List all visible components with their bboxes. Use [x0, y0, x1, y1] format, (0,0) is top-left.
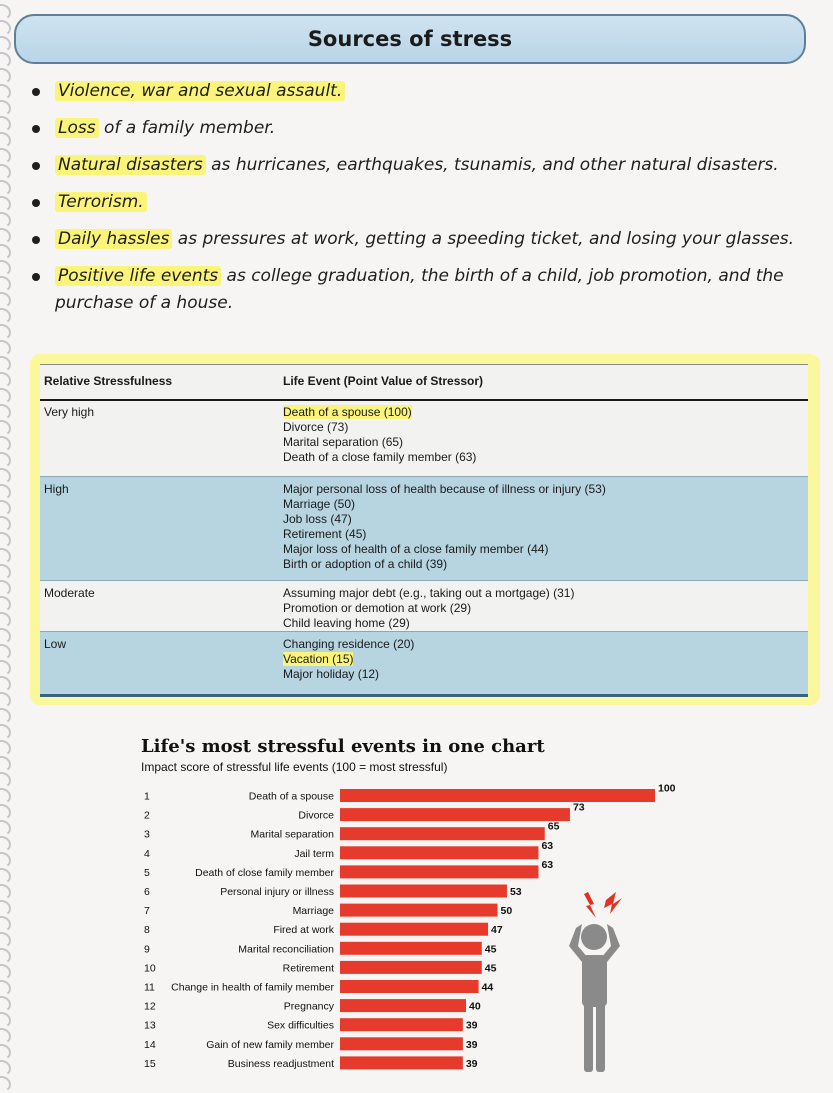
event: Changing residence (20)	[283, 637, 415, 651]
binding-ring	[0, 68, 11, 85]
list-item: Terrorism.	[28, 189, 818, 216]
binding-ring	[0, 372, 11, 389]
bar-category-label: Gain of new family member	[206, 1038, 334, 1051]
binding-ring	[0, 404, 11, 421]
bar-rank: 8	[144, 924, 150, 937]
binding-ring	[0, 116, 11, 133]
list-item: Positive life events as college graduation, the birth of a child, job promotion, and the purchase of a house.	[28, 263, 818, 317]
binding-ring	[0, 1076, 11, 1093]
list-item: Violence, war and sexual assault.	[28, 78, 818, 105]
bar-rank: 3	[144, 828, 150, 841]
event-list	[283, 637, 414, 682]
bar-value-label: 44	[481, 981, 494, 994]
event: Divorce (73)	[283, 420, 349, 434]
table-row	[40, 632, 808, 694]
event: Job loss (47)	[283, 512, 352, 526]
event: Major loss of health of a close family member (44)	[283, 542, 549, 556]
event-list	[283, 405, 476, 465]
bar-category-label: Fired at work	[273, 924, 334, 937]
bar-rank: 2	[144, 809, 150, 822]
bar-value-label: 45	[484, 943, 497, 956]
header-life-event: Life Event (Point Value of Stressor)	[283, 374, 484, 388]
person-body-icon	[582, 955, 607, 1007]
bar-value-label: 50	[500, 905, 513, 918]
binding-ring	[0, 996, 11, 1013]
bar-category-label: Marital reconciliation	[238, 943, 334, 956]
event: Marital separation (65)	[283, 435, 404, 449]
event: Death of a spouse (100)	[283, 405, 412, 419]
bar-value-label: 40	[469, 1000, 481, 1013]
event: Child leaving home (29)	[283, 616, 410, 630]
binding-ring	[0, 948, 11, 965]
chart-title: Life's most stressful events in one chart	[141, 736, 545, 757]
binding-ring	[0, 804, 11, 821]
binding-ring	[0, 900, 11, 917]
bar-category-label: Sex difficulties	[267, 1019, 334, 1032]
binding-ring	[0, 132, 11, 149]
binding-ring	[0, 916, 11, 933]
bar-rank: 15	[144, 1057, 156, 1070]
bar	[340, 1056, 463, 1069]
bar-rank: 12	[144, 1000, 156, 1013]
binding-ring	[0, 660, 11, 677]
binding-ring	[0, 20, 11, 37]
event: Birth or adoption of a child (39)	[283, 557, 448, 571]
bar-value-label: 39	[465, 1057, 478, 1070]
bar-rank: 1	[144, 790, 150, 803]
list-item: Daily hassles as pressures at work, getting a speeding ticket, and losing your glasses.	[28, 226, 818, 253]
bar-rank: 9	[144, 943, 150, 956]
person-left-leg-icon	[584, 1000, 593, 1072]
bar	[340, 865, 538, 878]
stressor-table-highlight	[30, 354, 820, 705]
table-row	[40, 581, 808, 632]
bar	[340, 1018, 463, 1031]
bar-category-label: Pregnancy	[283, 1000, 334, 1013]
binding-ring	[0, 852, 11, 869]
binding-ring	[0, 196, 11, 213]
stress-level: Moderate	[44, 586, 95, 600]
bar-category-label: Death of a spouse	[248, 790, 334, 803]
binding-ring	[0, 772, 11, 789]
notebook-binding	[0, 0, 14, 1090]
binding-ring	[0, 532, 11, 549]
binding-ring	[0, 836, 11, 853]
bar	[340, 789, 655, 802]
event: Assuming major debt (e.g., taking out a mortgage) (31)	[283, 586, 575, 600]
event-list	[283, 586, 574, 631]
bar-value-label: 100	[658, 782, 676, 795]
binding-ring	[0, 420, 11, 437]
bar-value-label: 65	[547, 820, 560, 833]
bar-value-label: 47	[491, 924, 503, 937]
binding-ring	[0, 516, 11, 533]
binding-ring	[0, 388, 11, 405]
event: Death of a close family member (63)	[283, 450, 477, 464]
binding-ring	[0, 932, 11, 949]
bar-rank: 13	[144, 1019, 156, 1032]
binding-ring	[0, 644, 11, 661]
person-right-leg-icon	[596, 1000, 605, 1072]
list-item: Natural disasters as hurricanes, earthquakes, tsunamis, and other natural disasters.	[28, 152, 818, 179]
bar-value-label: 45	[484, 962, 497, 975]
table-row	[40, 400, 808, 477]
binding-ring	[0, 292, 11, 309]
binding-ring	[0, 468, 11, 485]
stressor-table	[40, 364, 808, 694]
binding-ring	[0, 756, 11, 773]
bar-category-label: Personal injury or illness	[220, 886, 334, 898]
bar	[340, 904, 498, 917]
binding-ring	[0, 1028, 11, 1045]
bar-category-label: Business readjustment	[227, 1057, 334, 1070]
binding-ring	[0, 964, 11, 981]
binding-ring	[0, 564, 11, 581]
event: Major personal loss of health because of illness or injury (53)	[283, 482, 606, 496]
bar-value-label: 39	[465, 1019, 478, 1032]
binding-ring	[0, 228, 11, 245]
bar-category-label: Divorce	[298, 809, 334, 822]
binding-ring	[0, 436, 11, 453]
binding-ring	[0, 740, 11, 757]
bar	[340, 827, 545, 840]
bar-rank: 7	[144, 905, 150, 918]
list-item: Loss of a family member.	[28, 115, 818, 142]
stress-bolt-icon	[604, 892, 622, 914]
bar-value-label: 63	[541, 858, 554, 871]
binding-ring	[0, 244, 11, 261]
bar-rank: 5	[144, 866, 150, 879]
bar-rank: 14	[144, 1038, 156, 1051]
binding-ring	[0, 356, 11, 373]
binding-ring	[0, 4, 11, 21]
table-bottom-rule	[40, 694, 808, 697]
title-banner	[14, 14, 806, 64]
bar-category-label: Death of close family member	[195, 866, 334, 879]
binding-ring	[0, 52, 11, 69]
binding-ring	[0, 260, 11, 277]
table-header	[40, 364, 808, 401]
binding-ring	[0, 36, 11, 53]
binding-ring	[0, 84, 11, 101]
bar-rank: 6	[144, 886, 150, 898]
stress-chart	[136, 732, 696, 1082]
binding-ring	[0, 484, 11, 501]
bar-category-label: Jail term	[294, 847, 334, 860]
bar-category-label: Retirement	[282, 962, 334, 975]
binding-ring	[0, 276, 11, 293]
stress-sources-list	[28, 78, 818, 327]
binding-ring	[0, 724, 11, 741]
binding-ring	[0, 820, 11, 837]
bar	[340, 846, 538, 859]
binding-ring	[0, 628, 11, 645]
binding-ring	[0, 788, 11, 805]
binding-ring	[0, 884, 11, 901]
bar	[340, 961, 482, 974]
bar-category-label: Marriage	[292, 905, 334, 918]
binding-ring	[0, 676, 11, 693]
binding-ring	[0, 100, 11, 117]
bar-rank: 11	[144, 981, 155, 994]
bar-category-label: Marital separation	[250, 828, 334, 841]
binding-ring	[0, 164, 11, 181]
bar-value-label: 39	[465, 1038, 478, 1051]
binding-ring	[0, 548, 11, 565]
bar	[340, 999, 466, 1012]
bar-category-label: Change in health of family member	[171, 981, 334, 994]
binding-ring	[0, 324, 11, 341]
binding-ring	[0, 340, 11, 357]
event: Vacation (15)	[283, 652, 354, 666]
bar-rank: 4	[144, 847, 150, 860]
binding-ring	[0, 980, 11, 997]
chart-subtitle: Impact score of stressful life events (100 = most stressful)	[141, 760, 448, 774]
stress-level: Low	[44, 637, 67, 651]
binding-ring	[0, 1044, 11, 1061]
binding-ring	[0, 308, 11, 325]
event: Retirement (45)	[283, 527, 367, 541]
event-list	[283, 482, 606, 572]
binding-ring	[0, 452, 11, 469]
binding-ring	[0, 212, 11, 229]
bar-rank: 10	[144, 962, 156, 975]
chart-canvas	[136, 732, 696, 1082]
header-relative-stressfulness: Relative Stressfulness	[44, 374, 173, 388]
bar	[340, 980, 479, 993]
bar-value-label: 73	[572, 801, 585, 814]
person-head-icon	[581, 924, 607, 950]
event: Major holiday (12)	[283, 667, 380, 681]
bar	[340, 808, 570, 821]
bar-value-label: 53	[509, 886, 522, 898]
bar	[340, 1037, 463, 1050]
page-title: Sources of stress	[307, 27, 513, 51]
binding-ring	[0, 1060, 11, 1077]
stress-level: High	[44, 482, 69, 496]
binding-ring	[0, 500, 11, 517]
bar	[340, 942, 482, 955]
binding-ring	[0, 612, 11, 629]
bar	[340, 923, 488, 936]
table-row	[40, 477, 808, 581]
stress-level: Very high	[44, 405, 95, 419]
bar	[340, 885, 507, 898]
stress-bolt-icon	[584, 892, 596, 918]
binding-ring	[0, 580, 11, 597]
binding-ring	[0, 180, 11, 197]
binding-ring	[0, 868, 11, 885]
binding-ring	[0, 596, 11, 613]
binding-ring	[0, 148, 11, 165]
event: Promotion or demotion at work (29)	[283, 601, 472, 615]
binding-ring	[0, 708, 11, 725]
bar-value-label: 63	[541, 839, 554, 852]
event: Marriage (50)	[283, 497, 356, 511]
binding-ring	[0, 692, 11, 709]
binding-ring	[0, 1012, 11, 1029]
